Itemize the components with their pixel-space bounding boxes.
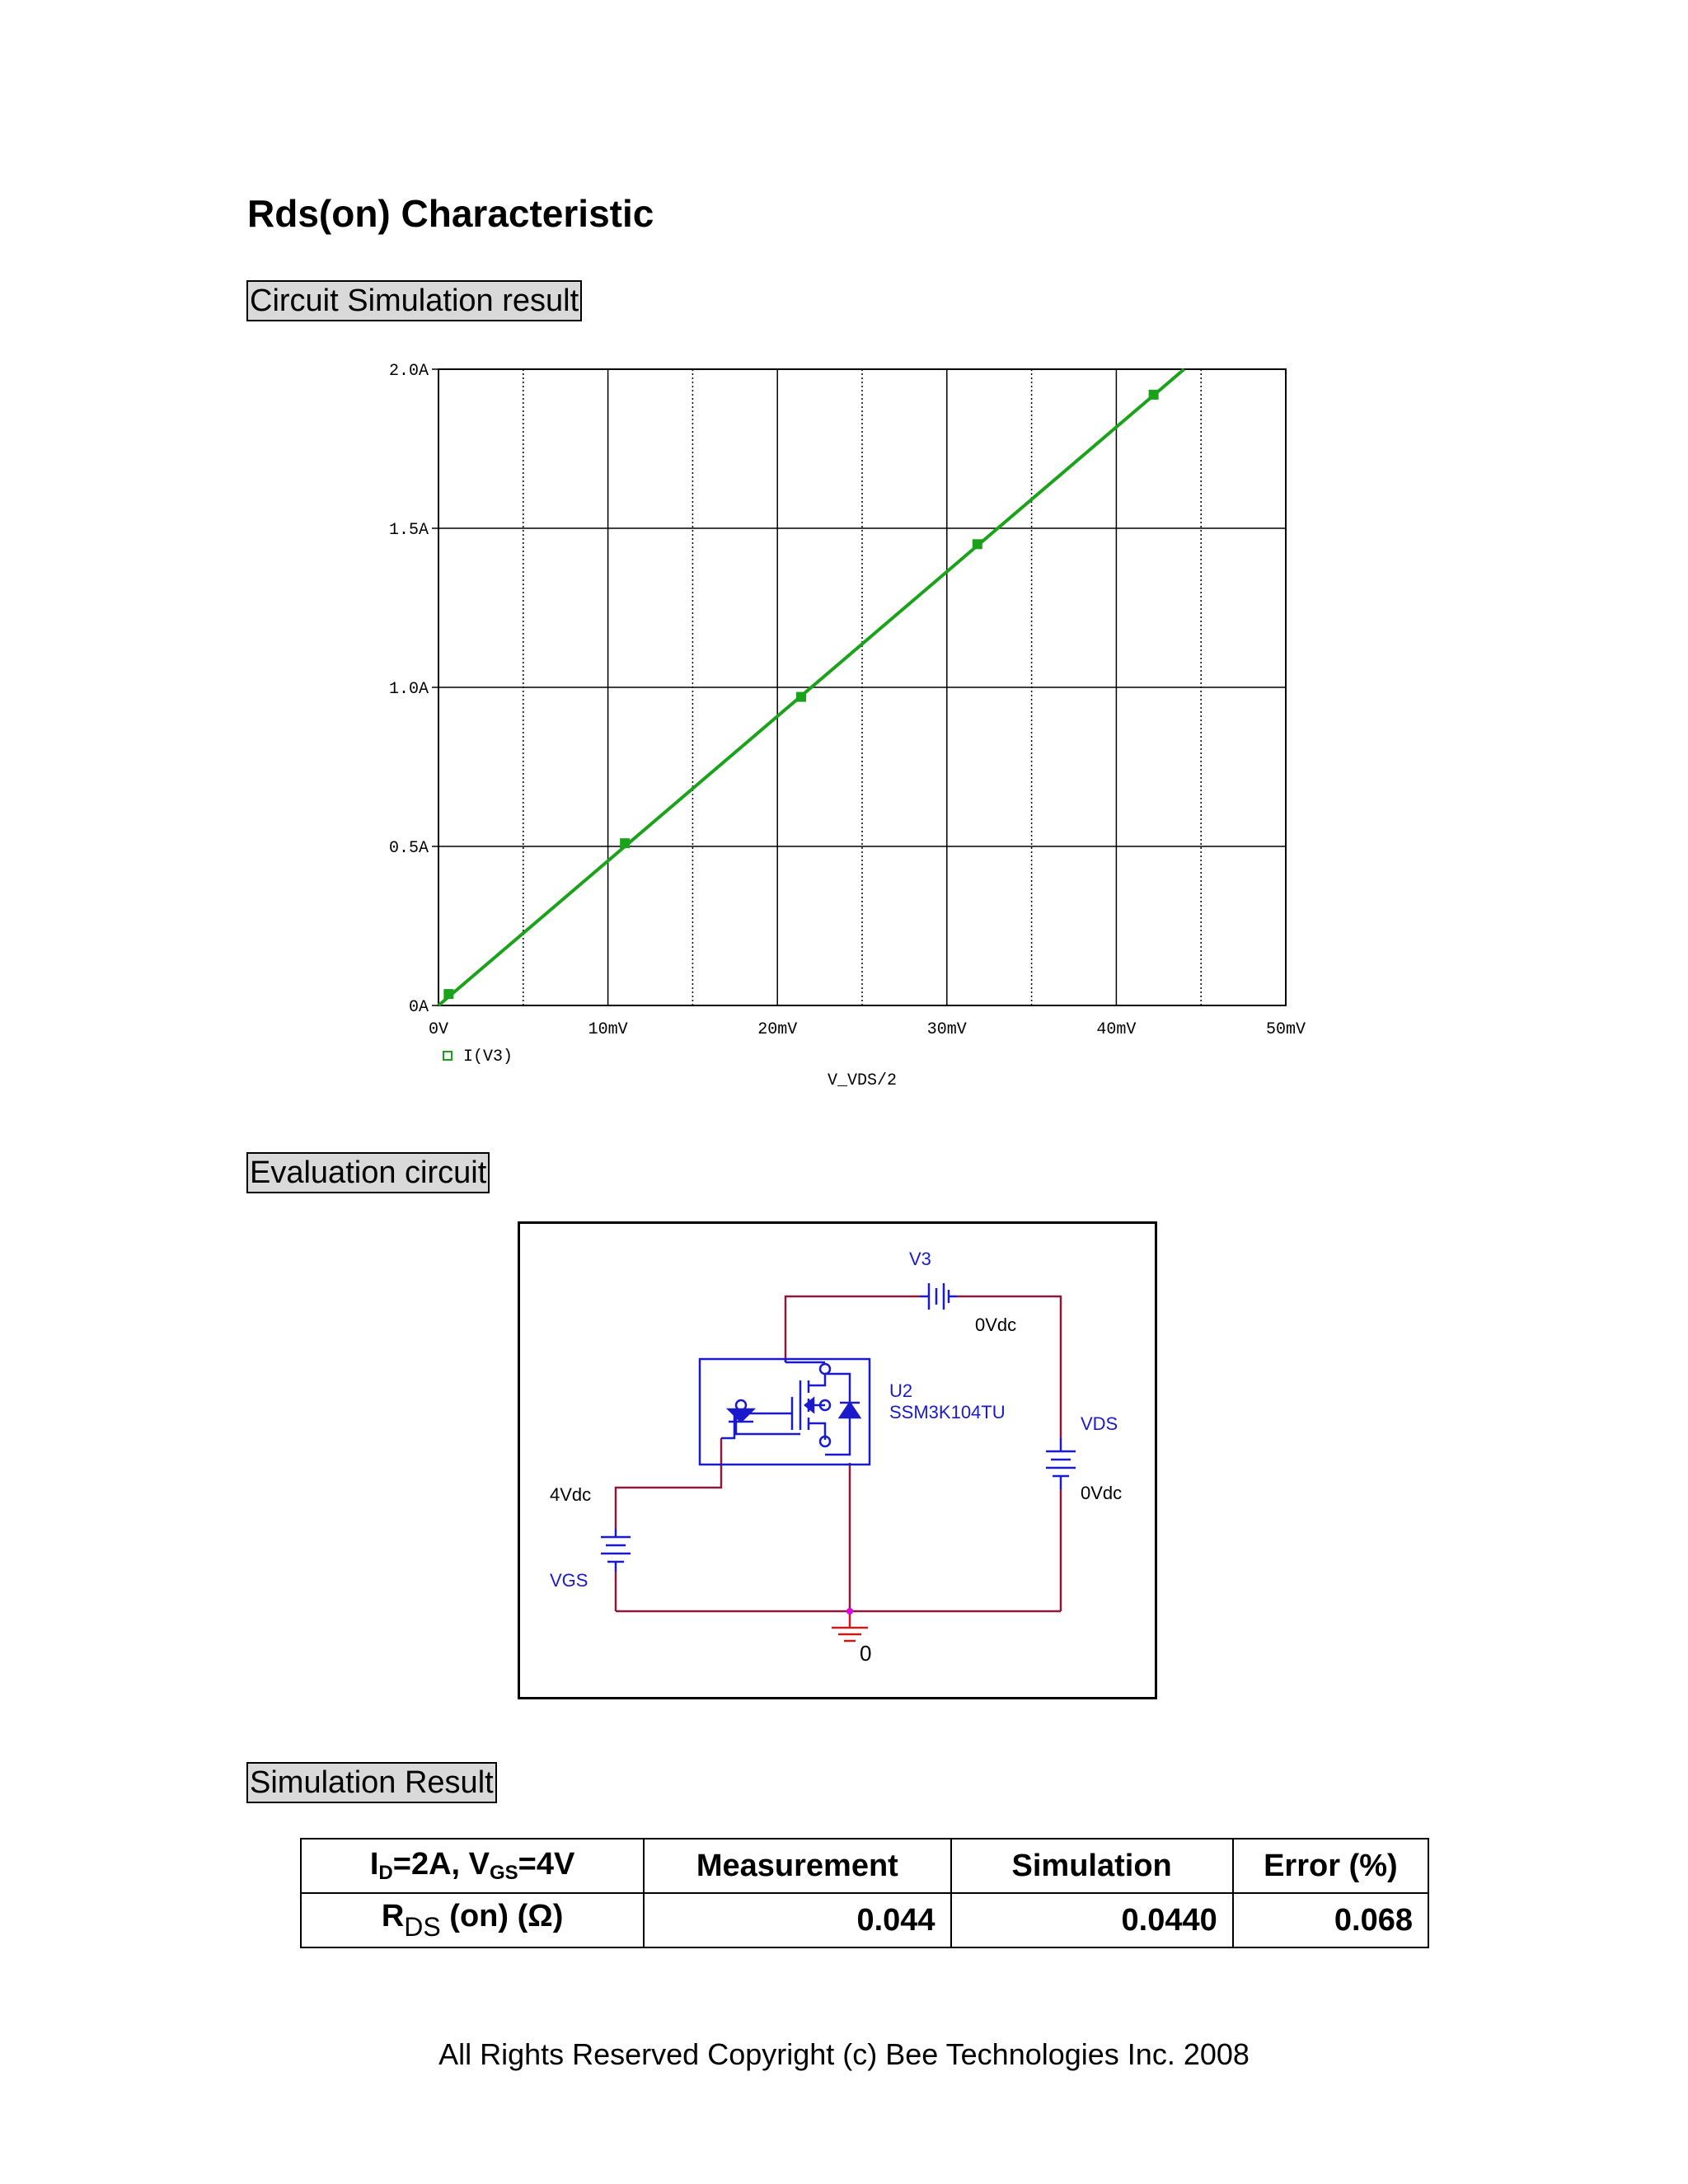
y-tick-label: 2.0A xyxy=(388,362,429,381)
section-label-circuit-simulation: Circuit Simulation result xyxy=(246,280,582,321)
mosfet-ref-label: U2 xyxy=(889,1380,913,1401)
v3-name-label: V3 xyxy=(909,1249,931,1269)
copyright-footer: All Rights Reserved Copyright (c) Bee Technologies Inc. 2008 xyxy=(438,2037,1250,2071)
legend-marker-icon xyxy=(443,1052,452,1060)
series-marker xyxy=(1149,390,1159,400)
vgs-battery-icon xyxy=(601,1529,631,1572)
v3-battery-icon xyxy=(920,1283,957,1310)
condition-header: $I_D=2A$, $V_{GS}=4V$ xyxy=(301,1839,644,1893)
y-tick-label: 0A xyxy=(408,998,429,1017)
x-tick-label: 0V xyxy=(428,1020,449,1039)
series-marker xyxy=(973,539,982,549)
parameter-cell: $R_{DS}$ (on) (Ω) xyxy=(301,1893,644,1947)
x-tick-label: 50mV xyxy=(1265,1020,1306,1039)
vgs-name-label: VGS xyxy=(550,1570,588,1591)
y-tick-label: 1.0A xyxy=(388,680,429,699)
results-table xyxy=(300,1838,1429,1948)
ground-label: 0 xyxy=(860,1641,872,1666)
rds-on-chart xyxy=(363,354,1319,1113)
x-tick-label: 40mV xyxy=(1096,1020,1137,1039)
simulation-value: 0.0440 xyxy=(951,1893,1233,1947)
section-label-evaluation-circuit: Evaluation circuit xyxy=(246,1152,490,1193)
evaluation-circuit xyxy=(518,1221,1157,1699)
results-header-row xyxy=(301,1839,1428,1893)
vds-value-label: 0Vdc xyxy=(1081,1483,1123,1503)
page-title: Rds(on) Characteristic xyxy=(247,192,654,235)
v3-value-label: 0Vdc xyxy=(975,1315,1017,1335)
legend-label: I(V3) xyxy=(463,1047,513,1066)
measurement-value: 0.044 xyxy=(644,1893,950,1947)
error-value: 0.068 xyxy=(1233,1893,1428,1947)
vds-name-label: VDS xyxy=(1081,1413,1118,1434)
simulation-header: Simulation xyxy=(951,1839,1233,1893)
x-axis-label: V_VDS/2 xyxy=(827,1071,898,1090)
x-tick-label: 30mV xyxy=(926,1020,967,1039)
section-label-simulation-result: Simulation Result xyxy=(246,1762,497,1803)
error-header: Error (%) xyxy=(1233,1839,1428,1893)
mosfet-icon xyxy=(700,1359,870,1465)
ground-icon xyxy=(832,1611,868,1641)
chart-svg xyxy=(363,354,1319,1113)
circuit-schematic xyxy=(520,1224,1160,1702)
x-tick-label: 20mV xyxy=(757,1020,798,1039)
y-tick-label: 0.5A xyxy=(388,839,429,858)
y-tick-label: 1.5A xyxy=(388,521,429,540)
mosfet-part-label: SSM3K104TU xyxy=(889,1402,1006,1422)
ground-node-dot xyxy=(846,1608,853,1615)
results-value-row xyxy=(301,1893,1428,1947)
x-tick-label: 10mV xyxy=(588,1020,628,1039)
vgs-value-label: 4Vdc xyxy=(550,1484,592,1505)
series-marker xyxy=(443,989,453,999)
series-marker xyxy=(796,692,806,702)
vds-battery-icon xyxy=(1046,1438,1076,1489)
series-marker xyxy=(620,838,630,848)
measurement-header: Measurement xyxy=(644,1839,950,1893)
